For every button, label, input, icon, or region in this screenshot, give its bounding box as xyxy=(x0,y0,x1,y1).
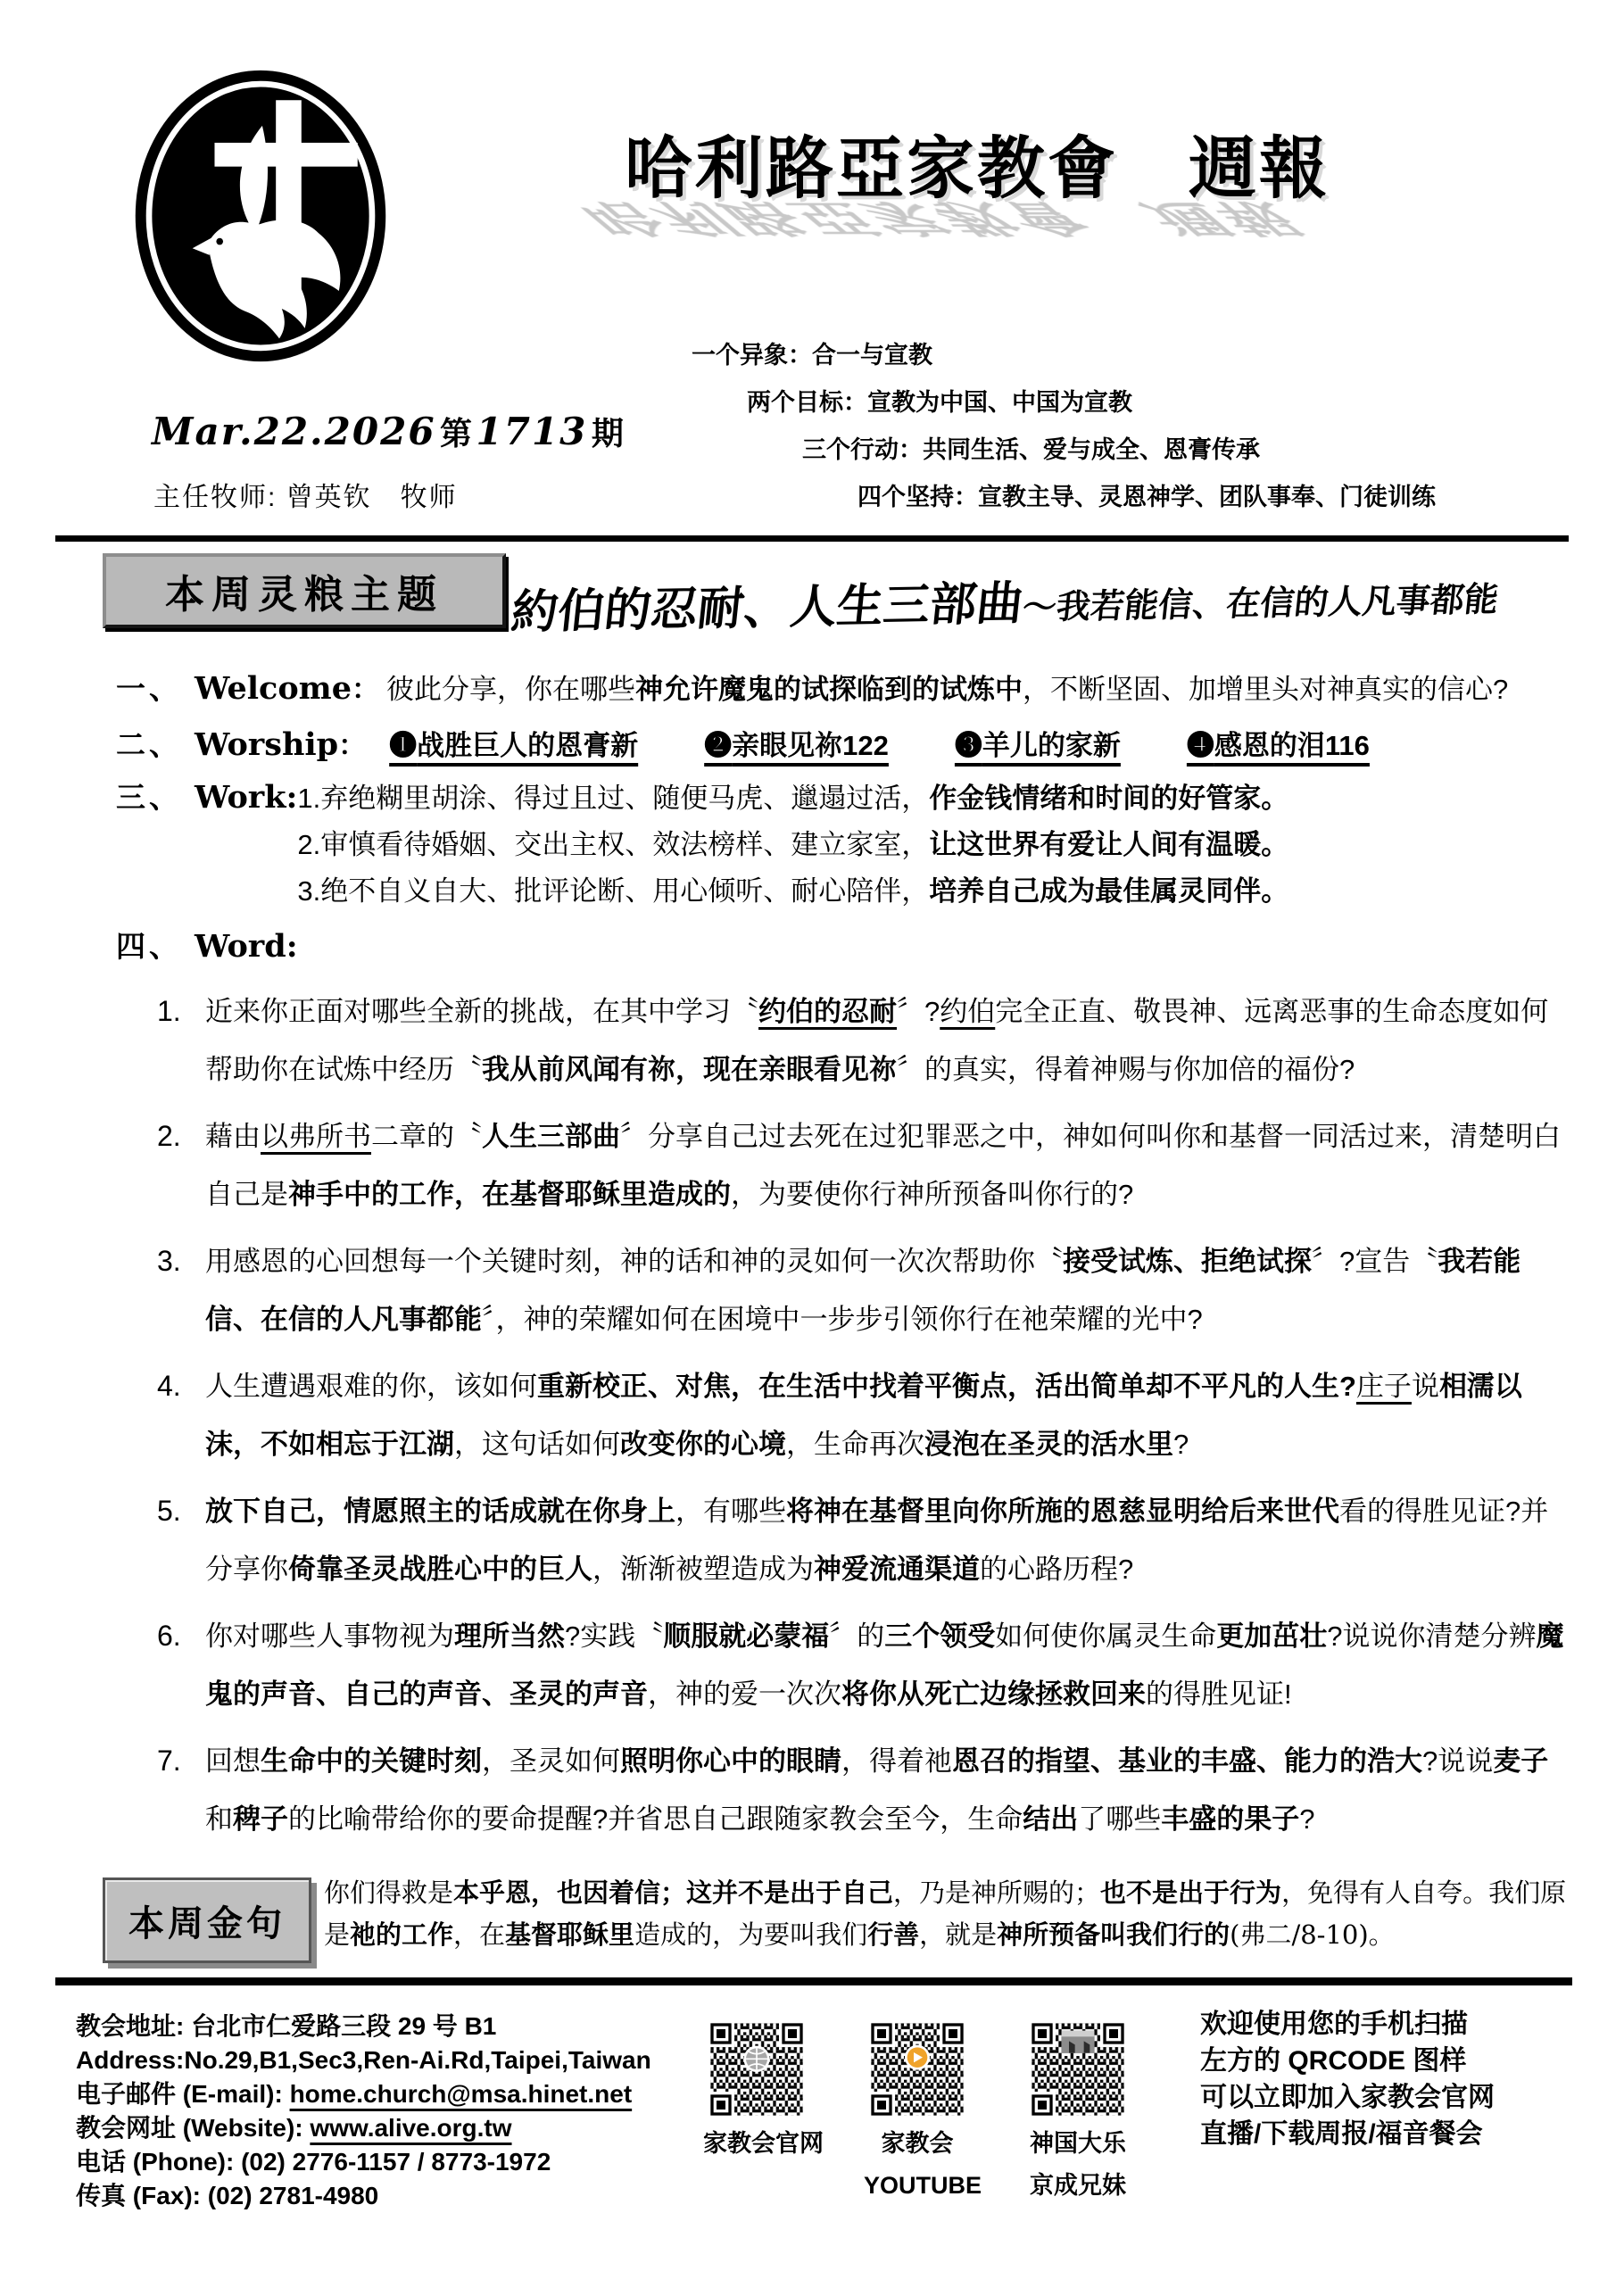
church-fax-line: 传真 (Fax): (02) 2781-4980 xyxy=(76,2182,379,2209)
work-label: Work: xyxy=(195,779,298,816)
scan-line: 欢迎使用您的手机扫描 xyxy=(1200,2010,1468,2039)
church-contact-info xyxy=(76,2010,651,2213)
golden-verse-label-box xyxy=(103,1877,311,1963)
question-text: 近来你正面对哪些全新的挑战，在其中学习〝约伯的忍耐〞?约伯完全正直、敬畏神、远离恶事的生命态度如何帮助你在试炼中经历〝我从前风闻有祢，现在亲眼看见祢〞的真实，得着神赐与你加倍的福份? xyxy=(205,996,1549,1085)
work-section xyxy=(105,775,1573,915)
issue-number-suffix: 期 xyxy=(591,415,624,452)
scan-line: 左方的 QRCODE 图样 xyxy=(1200,2046,1467,2076)
work-item: 1.弃绝糊里胡涂、得过且过、随便马虎、邋遢过活，作金钱情绪和时间的好管家。 xyxy=(297,783,1289,814)
question-item xyxy=(105,982,1573,1098)
footer-divider-rule xyxy=(55,1977,1572,1985)
vision-line: 一个异象：合一与宣教 xyxy=(692,342,932,369)
question-item xyxy=(105,1607,1573,1723)
question-item xyxy=(105,1482,1573,1598)
question-text: 放下自己，情愿照主的话成就在你身上，有哪些将神在基督里向你所施的恩慈显明给后来世代看的得胜见证?并分享你倚靠圣灵战胜心中的巨人，渐渐被塑造成为神爱流通渠道的心路历程? xyxy=(205,1496,1549,1585)
section-number: 二、 xyxy=(116,728,182,761)
separator: ： xyxy=(351,674,379,705)
worship-label: Worship xyxy=(195,726,339,763)
qr-item-youtube xyxy=(864,2020,982,2202)
theme-title-sub: ～我若能信、在信的人凡事都能 xyxy=(1020,578,1501,627)
qr-code-group xyxy=(703,2020,1131,2202)
qr-label-second-line: YOUTUBE xyxy=(864,2172,982,2199)
question-text: 藉由以弗所书二章的〝人生三部曲〞分享自己过去死在过犯罪恶之中，神如何叫你和基督一同活过来，清楚明白自己是神手中的工作，在基督耶稣里造成的，为要使你行神所预备叫你行的? xyxy=(205,1121,1561,1210)
weekly-theme-title xyxy=(509,557,1503,641)
qr-label-second-line: 京成兄妹 xyxy=(1030,2172,1126,2199)
issue-date-line xyxy=(152,409,624,454)
vision-line: 两个目标：宣教为中国、中国为宣教 xyxy=(747,389,1132,416)
work-item-list xyxy=(297,775,1573,915)
question-item xyxy=(105,1232,1573,1348)
word-question-list xyxy=(105,982,1573,1848)
worship-song: ❹感恩的泪116 xyxy=(1186,730,1370,761)
question-number: 4. xyxy=(157,1370,181,1402)
question-text: 人生遭遇艰难的你，该如何重新校正、对焦，在生活中找着平衡点，活出简单却不平凡的人生?庄子说相濡以沫，不如相忘于江湖，这句话如何改变你的心境，生命再次浸泡在圣灵的活水里? xyxy=(205,1371,1522,1460)
worship-song: ❷亲眼见祢122 xyxy=(704,730,889,761)
work-item: 3.绝不自义自大、批评论断、用心倾听、耐心陪伴，培养自己成为最佳属灵同伴。 xyxy=(297,875,1289,907)
weekly-theme-label-box xyxy=(103,553,506,628)
church-phone-line: 电话 (Phone): (02) 2776-1157 / 8773-1972 xyxy=(76,2148,551,2176)
bulletin-title-block xyxy=(563,114,1517,257)
church-address-line: 教会地址: 台北市仁爱路三段 29 号 B1 xyxy=(76,2012,497,2040)
worship-song-list xyxy=(389,721,1573,771)
qr-label: 家教会官网 xyxy=(703,2130,824,2157)
agenda-content xyxy=(105,659,1573,1857)
scan-line: 直播/下载周报/福音餐会 xyxy=(1200,2119,1483,2149)
question-text: 用感恩的心回想每一个关键时刻，神的话和神的灵如何一次次帮助你〝接受试炼、拒绝试探〞?宣告〝我若能信、在信的人凡事都能〞，神的荣耀如何在困境中一步步引领你行在祂荣耀的光中? xyxy=(205,1246,1521,1335)
qr-code-music-icon xyxy=(1029,2020,1127,2118)
qr-scan-instructions xyxy=(1200,2006,1495,2152)
church-website-line[interactable]: 教会网址 (Website): www.alive.org.tw xyxy=(76,2114,512,2142)
golden-verse-text: 你们得救是本乎恩，也因着信；这并不是出于自己，乃是神所赐的；也不是出于行为，免得有人自夸。我们原是祂的工作，在基督耶稣里造成的，为要叫我们行善，就是神所预备叫我们行的(弗二/8-10)。 xyxy=(324,1877,1567,1950)
question-number: 2. xyxy=(157,1120,181,1152)
section-number: 三、 xyxy=(116,781,182,814)
senior-pastor-line: 主任牧师: 曾英钦 牧师 xyxy=(153,483,458,512)
question-number: 7. xyxy=(157,1745,181,1777)
section-number: 四、 xyxy=(116,930,182,963)
question-item xyxy=(105,1357,1573,1473)
qr-item-website xyxy=(703,2020,824,2202)
issue-number: 1713 xyxy=(476,410,588,453)
question-text: 你对哪些人事物视为理所当然?实践〝顺服就必蒙福〞的三个领受如何使你属灵生命更加茁壮?说说你清楚分辨魔鬼的声音、自己的声音、圣灵的声音，神的爱一次次将你从死亡边缘拯救回来的得胜见证! xyxy=(205,1620,1564,1710)
separator: ： xyxy=(338,730,367,761)
church-address-english-line: Address:No.29,B1,Sec3,Ren-Ai.Rd,Taipei,Taiwan xyxy=(76,2046,651,2074)
header-divider-rule xyxy=(55,535,1569,542)
welcome-section xyxy=(105,664,1573,715)
title-reflection: 哈利路亞家教會 週報 xyxy=(563,196,1319,239)
qr-code-youtube-icon xyxy=(868,2020,966,2118)
word-label: Word: xyxy=(195,928,298,965)
weekly-theme-label: 本周灵粮主题 xyxy=(165,573,443,617)
church-logo xyxy=(132,68,389,364)
page-title: 哈利路亞家教會 週報 xyxy=(625,131,1330,207)
welcome-text: 彼此分享，你在哪些神允许魔鬼的试探临到的试炼中，不断坚固、加增里头对神真实的信心? xyxy=(385,674,1509,705)
word-section-header xyxy=(105,924,1573,970)
question-item xyxy=(105,1107,1573,1223)
worship-song: ❸羊儿的家新 xyxy=(954,730,1121,761)
worship-section xyxy=(105,720,1573,771)
qr-code-website-icon xyxy=(708,2020,806,2118)
question-number: 3. xyxy=(157,1245,181,1277)
issue-date: Mar.22.2026 xyxy=(152,410,436,453)
qr-label: 神国大乐 xyxy=(1030,2130,1126,2157)
golden-verse-label: 本周金句 xyxy=(128,1903,286,1944)
scan-line: 可以立即加入家教会官网 xyxy=(1200,2083,1495,2112)
welcome-label: Welcome xyxy=(195,670,352,707)
question-number: 5. xyxy=(157,1495,181,1527)
worship-song: ❶战胜巨人的恩膏新 xyxy=(389,730,639,761)
vision-line: 三个行动：共同生活、爱与成全、恩膏传承 xyxy=(802,436,1260,463)
vision-statements xyxy=(692,332,1436,521)
question-number: 1. xyxy=(157,995,181,1027)
question-number: 6. xyxy=(157,1620,181,1652)
question-item xyxy=(105,1732,1573,1848)
dove-cross-icon xyxy=(132,68,389,364)
qr-label: 家教会 xyxy=(881,2130,954,2157)
qr-item-music xyxy=(1024,2020,1131,2202)
issue-number-prefix: 第 xyxy=(440,415,473,452)
question-text: 回想生命中的关键时刻，圣灵如何照明你心中的眼睛，得着祂恩召的指望、基业的丰盛、能力的浩大?说说麦子和稗子的比喻带给你的要命提醒?并省思自己跟随家教会至今，生命结出了哪些丰盛的果子? xyxy=(205,1745,1549,1835)
theme-title-main: 約伯的忍耐、人生三部曲 xyxy=(509,576,1026,640)
church-email-line[interactable]: 电子邮件 (E-mail): home.church@msa.hinet.net xyxy=(76,2080,633,2108)
section-number: 一、 xyxy=(116,672,182,705)
vision-line: 四个坚持：宣教主导、灵恩神学、团队事奉、门徒训练 xyxy=(858,484,1436,510)
work-item: 2.审慎看待婚姻、交出主权、效法榜样、建立家室，让这世界有爱让人间有温暖。 xyxy=(297,829,1289,860)
